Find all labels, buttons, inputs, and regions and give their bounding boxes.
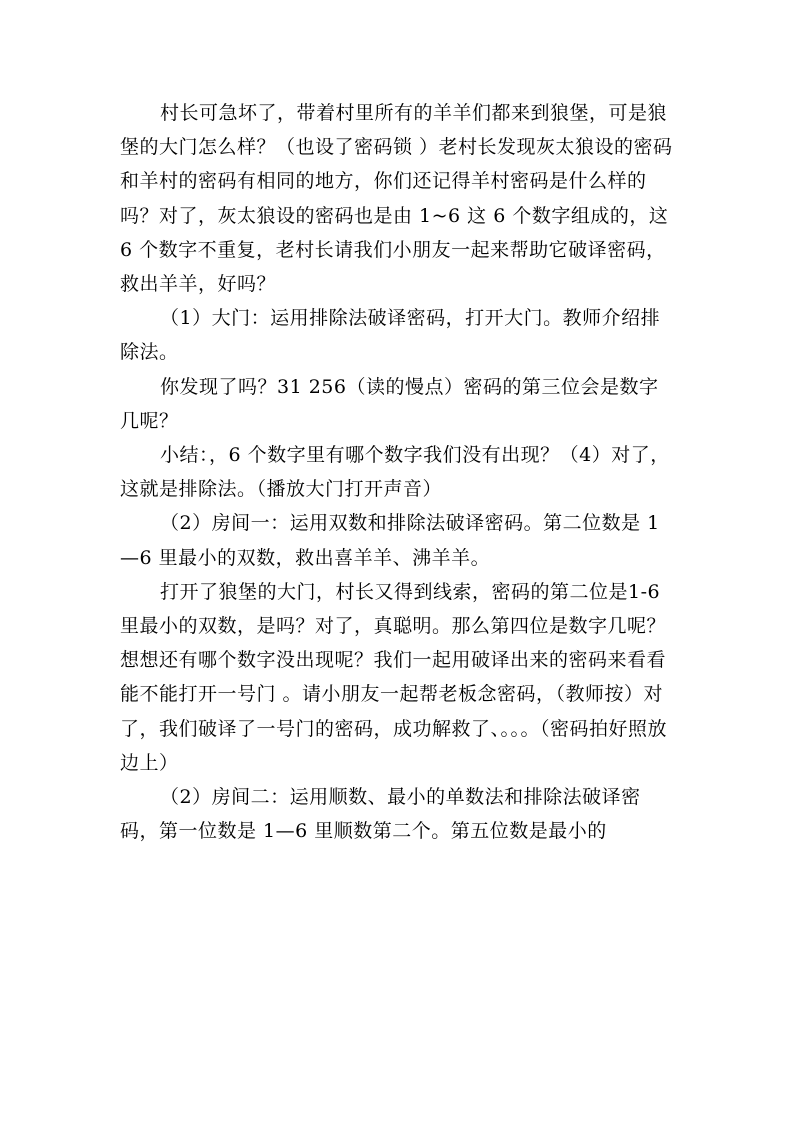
paragraph-gate-opened: 打开了狼堡的大门，村长又得到线索，密码的第二位是1-6 里最小的双数，是吗？对了，真聪明。那么第四位是数字几呢？想想还有哪个数字没出现呢？我们一起用破译出来的密码来看看能不能打开一号门 。请小朋友一起帮老板念密码，（教师按）对了，我们破译了一号门的密码，成功解救了、。。。（密码拍好照放边上）	[120, 580, 668, 774]
paragraph-third-digit: 你发现了吗？31 256（读的慢点）密码的第三位会是数字几呢？	[120, 375, 659, 432]
paragraph-main-gate: （1）大门：运用排除法破译密码，打开大门。教师介绍排除法。	[120, 307, 661, 364]
paragraph-room-two: （2）房间二：运用顺数、最小的单数法和排除法破译密码，第一位数是 1—6 里顺数第二个。第五位数是最小的	[120, 786, 641, 843]
body-text	[120, 96, 676, 848]
paragraph-summary: 小结：，6 个数字里有哪个数字我们没有出现？（4）对了，这就是排除法。（播放大门打开声音）	[120, 444, 670, 501]
paragraph-room-one: （2）房间一：运用双数和排除法破译密码。第二位数是 1—6 里最小的双数，救出喜羊羊、沸羊羊。	[120, 512, 660, 569]
paragraph-village-chief: 村长可急坏了，带着村里所有的羊羊们都来到狼堡，可是狼堡的大门怎么样？（也设了密码锁 ）老村长发现灰太狼设的密码和羊村的密码有相同的地方，你们还记得羊村密码是什么样的吗？对了，灰太狼设的密码也是由 1~6 这 6 个数字组成的，这 6 个数字不重复，老村长请我们小朋友一起来帮助它破译密码，救出羊羊，好吗？	[120, 102, 673, 296]
